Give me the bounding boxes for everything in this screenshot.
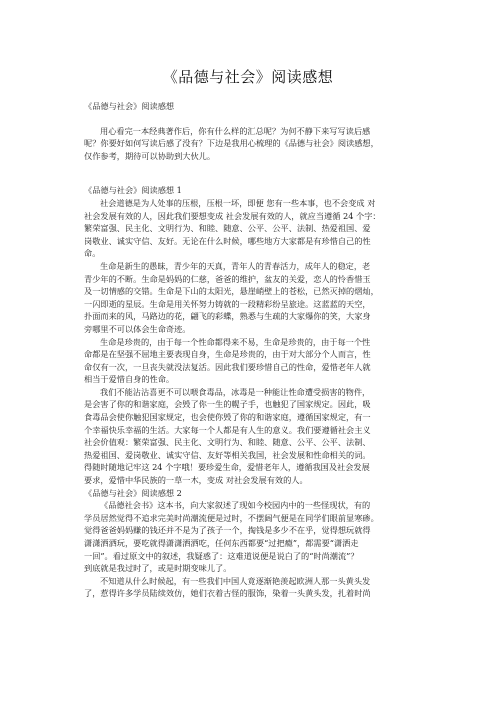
text-line: 用心看完一本经典著作后，你有什么样的汇总呢？为何不静下来写写读后感 [100, 125, 371, 136]
text-line: 学员居然觉得不追求完美时尚潮流便是过时，不摆阔气便是在同学们眼前显寒碜。 [84, 512, 379, 523]
text-line: 一闪即逝的星辰。生命是用关怀努力铸就的一段精彩纷呈旅途。这蓝蓝的天空， [84, 298, 371, 309]
text-line: 命仅有一次，一旦丧失就没法复活。因此我们要珍惜自己的性命，爱惜老年人就 [84, 361, 371, 372]
text-line: 要求，爱惜中华民族的一草一木，变成 对社会发展有效的人。 [84, 475, 308, 486]
document-title: 《品德与社会》阅读感想 [162, 68, 334, 86]
text-line: 热爱祖国、爱岗敬业、诚实守信、友好等相关我国，社会发展和性命相关的词。 [84, 449, 371, 460]
text-line: 命都是在坚强不屈地主要表现自身，生命是珍贵的，由于对大部分个人而言，性 [84, 349, 371, 360]
paragraph [84, 197, 420, 260]
text-line: 及一切情感的交错。生命是下山的太阳光，悬崖峭壁上的苍松，已然灭掉的熠灿， [84, 286, 379, 297]
paragraph [84, 336, 420, 386]
text-line: 呢？你要好如何写读后感了没有？下边是我用心梳理的《品德与社会》阅读感想， [84, 138, 379, 149]
paragraph [84, 386, 420, 487]
text-line: 觉得爸爸妈妈赚的钱还并不是为了孩子一个，掏钱是多少不在乎，觉得想玩就得 [84, 525, 371, 536]
text-line: 相当于爱惜自身的性命。 [84, 374, 175, 385]
text-line: 食毒品会使你触犯国家规定，也会使你毁了你的和谐家庭，遵循国家规定，有一 [84, 412, 371, 423]
text-line: 不知道从什么时候起，有一些我们中国人竟逐渐艳羡起欧洲人那一头黄头发 [100, 575, 371, 586]
text-line: 了，惹得许多学员陆续效仿，她们衣着古怪的服饰，染着一头黄头发，扎着时尚 [84, 588, 371, 599]
text-line: 岗敬业、诚实守信、友好。无论在什么时候，哪些地方大家都是有珍惜自己的性 [84, 235, 371, 246]
subtitle: 《品德与社会》阅读感想 [84, 101, 175, 111]
text-line: 个幸福快乐幸福的生活。大家每一个人都是有人生的意义。我们要遵循社会主义 [84, 424, 371, 435]
text-line: 社会价值观：繁荣富强、民主化、文明行为、和睦、随意、公平、公平、法制、 [84, 437, 371, 448]
document-body [84, 100, 420, 600]
text-line: 社会发展有效的人，因此我们要想变成 社会发展有效的人，就应当遵循 24 个字： [84, 210, 381, 221]
text-line: 生命是新生的愚昧，青少年的天真，青年人的青春活力，成年人的稳定，老 [100, 260, 371, 271]
text-line: 扑面而来的风，马路边的花，翩飞的彩蝶，熟悉与生疏的大家爆你的笑，大家身 [84, 311, 371, 322]
text-line: 繁荣富强、民主化、文明行为、和睦、随意、公平、公平、法制、热爱祖国、爱 [84, 223, 371, 234]
text-line: 命。 [84, 248, 101, 259]
paragraph [84, 499, 420, 575]
text-line: 一回”。看过原文中的叙述，我疑惑了：这难道说便是说白了的“时尚潮流”？ [84, 550, 359, 561]
text-line: 得随时随地记牢这 24 个字哦！要珍爱生命，爱惜老年人，遵循我国及社会发展 [84, 462, 370, 473]
paragraph [84, 575, 420, 600]
paragraph [84, 260, 420, 336]
text-line: 生命是珍贵的，由于每一个性命都得来不易，生命是珍贵的，由于每一个性 [100, 336, 371, 347]
text-line: 到底就是我过时了，或是时期变味儿了。 [84, 563, 232, 574]
section1-body [84, 197, 420, 487]
text-line: 青少年的不断。生命是妈妈的仁慈，爸爸的维护，盆友的关爱，恋人的怜香惜玉 [84, 273, 371, 284]
text-line: 仅作参考，期待可以协助到大伙儿。 [84, 150, 216, 161]
text-line: 是会害了你的和谐家庭，会毁了你一生的幌子手，也触犯了国家规定。因此，吸 [84, 399, 371, 410]
section2-heading: 《品德与社会》阅读感想 2 [84, 487, 182, 498]
text-line: 我们不能沾沾喜更不可以喂食毒品，冰毒是一种能让性命遭受损害的物件， [100, 386, 371, 397]
section2-body [84, 499, 420, 600]
section1-heading: 《品德与社会》阅读感想 1 [84, 185, 182, 196]
text-line: 潇潇洒洒玩，要吃就得潇潇洒洒吃，任何东西都要“过把瘾”，都需要“潇洒走 [84, 538, 359, 548]
text-line: 旁哪里不可以体会生命奇迹。 [84, 323, 191, 334]
text-line: 《品德社会书》这本书，向大家叙述了现如今校园内中的一些怪现状，有的 [100, 500, 371, 511]
intro-paragraph [84, 125, 420, 163]
text-line: 社会道德是为人处事的压根，压根一坏，即便 您有一些本事，也不会变成 对 [100, 197, 376, 208]
